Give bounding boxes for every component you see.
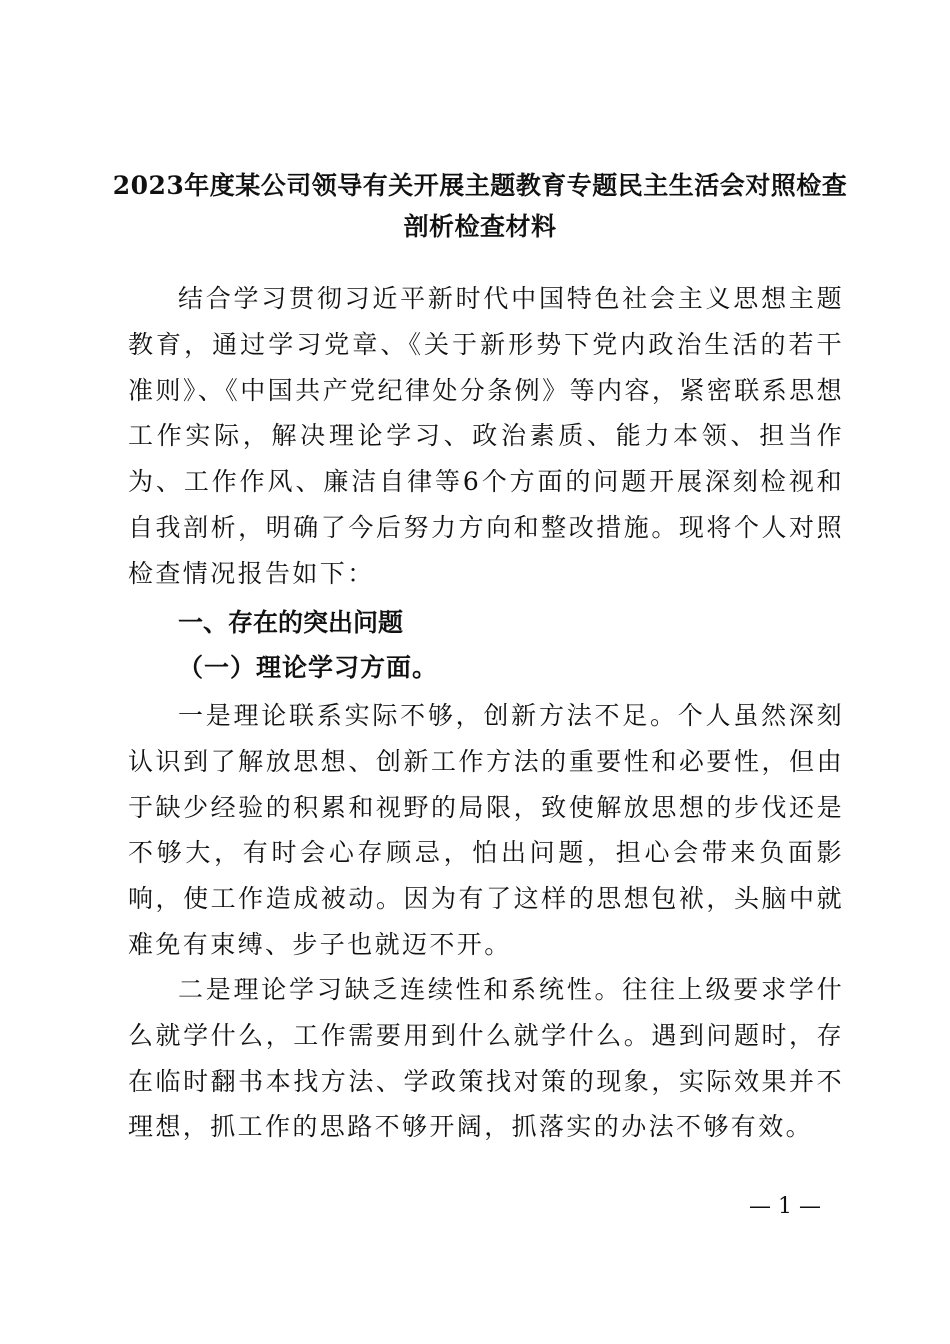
- document-title-line-2: 剖析检查材料: [403, 212, 557, 241]
- paragraph-point-2: 二是理论学习缺乏连续性和系统性。往往上级要求学什么就学什么，工作需要用到什么就学什么。遇到问题时，存在临时翻书本找方法、学政策找对策的现象，实际效果并不理想，抓工作的思路不够开阔，抓落实的办法不够有效。: [128, 975, 844, 1142]
- intro-paragraph: 结合学习贯彻习近平新时代中国特色社会主义思想主题教育，通过学习党章、《关于新形势下党内政治生活的若干准则》、《中国共产党纪律处分条例》等内容，紧密联系思想工作实际，解决理论学习、政治素质、能力本领、担当作为、工作作风、廉洁自律等6个方面的问题开展深刻检视和自我剖析，明确了今后努力方向和整改措施。现将个人对照检查情况报告如下：: [128, 284, 844, 588]
- page-number: — 1 —: [749, 1194, 821, 1219]
- section-heading-1: 一、存在的突出问题: [178, 608, 404, 637]
- document-title-line-1: 2023年度某公司领导有关开展主题教育专题民主生活会对照检查: [112, 171, 848, 200]
- subsection-heading-1: （一）理论学习方面。: [178, 653, 439, 682]
- paragraph-point-1: 一是理论联系实际不够，创新方法不足。个人虽然深刻认识到了解放思想、创新工作方法的重要性和必要性，但由于缺少经验的积累和视野的局限，致使解放思想的步伐还是不够大，有时会心存顾忌，怕出问题，担心会带来负面影响，使工作造成被动。因为有了这样的思想包袱，头脑中就难免有束缚、步子也就迈不开。: [128, 701, 844, 959]
